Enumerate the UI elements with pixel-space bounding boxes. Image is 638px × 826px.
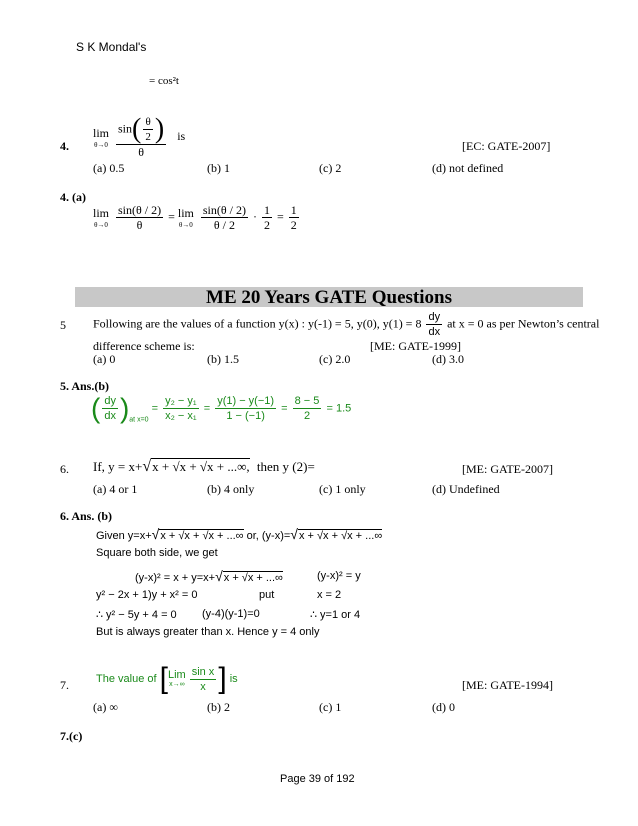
q4-answer-label: 4. (a) [60,190,86,204]
q5-option-b: (b) 1.5 [207,352,239,366]
section-title: ME 20 Years GATE Questions [75,287,583,307]
q6-solution-line5-right: ∴ y=1 or 4 [310,609,361,621]
q5-option-c: (c) 2.0 [319,352,351,366]
question-5-source: [ME: GATE-1999] [370,339,461,353]
q6-solution-line3: (y-x)² = x + y=x+√x + √x + ...∞ [135,568,283,584]
question-5-line1: Following are the values of a function y(x) : y(-1) = 5, y(0), y(1) = 8 $\frac{dy}{dx}$ at x = 0 as per Newton’s central [93,311,600,338]
q6-solution-line5: ∴ y² − 5y + 4 = 0 [96,609,177,621]
q6-option-d: (d) Undefined [432,482,500,496]
q6-solution-line2: Square both side, we get [96,547,218,559]
q6-solution-line3-right: (y-x)² = y [317,570,361,582]
question-6-text: If, y = x+√x + √x + √x + ...∞, then y (2)= [93,458,315,475]
q4-solution: lim θ→0 $\frac{\sin(\theta / 2)}{\theta}$ = lim θ→0 $\frac{\sin(\theta / 2)}{\theta / 2}$ · $\frac{1}{2}$ = $\frac{1}{2}$ [93,203,297,232]
previous-result: = cos²t [149,75,179,87]
q4-option-d: (d) not defined [432,161,504,175]
q7-answer-label: 7.(c) [60,729,83,743]
q6-solution-line1: Given y=x+√x + √x + √x + ...∞ or, (y-x)=√x + √x + √x + ...∞ [96,526,383,542]
q4-option-c: (c) 2 [319,161,342,175]
question-7-text: The value of [ Lim x→∞ $\frac{\text{sin x}}{x}$ ] is [96,662,238,695]
question-4-expression: lim θ→0 sin( $\frac{\theta}{2}$ ) θ is [93,113,186,159]
q7-option-c: (c) 1 [319,700,342,714]
q7-option-a: (a) ∞ [93,700,118,714]
question-4-number: 4. [60,139,69,153]
q6-option-b: (b) 4 only [207,482,255,496]
q6-solution-line5-mid: (y-4)(y-1)=0 [202,608,260,620]
q4-option-b: (b) 1 [207,161,230,175]
q6-solution-line4-value: x = 2 [317,589,342,601]
q5-option-d: (d) 3.0 [432,352,464,366]
question-7-source: [ME: GATE-1994] [462,678,553,692]
q7-option-d: (d) 0 [432,700,455,714]
q6-solution-line4: y² − 2x + 1)y + x² = 0 [96,589,198,601]
header-author: S K Mondal's [76,40,147,54]
lim-word: lim [93,125,110,140]
q6-option-a: (a) 4 or 1 [93,482,138,496]
q4-option-a: (a) 0.5 [93,161,125,175]
q6-option-c: (c) 1 only [319,482,366,496]
q5-option-a: (a) 0 [93,352,116,366]
q5-answer-label: 5. Ans.(b) [60,379,110,393]
q6-solution-line6: But is always greater than x. Hence y = 4 only [96,626,320,638]
page-number: Page 39 of 192 [280,773,355,785]
question-6-source: [ME: GATE-2007] [462,462,553,476]
q5-solution: ( $\frac{dy}{dx}$ )$_{at x=0}$ = $\frac{\text{y₂ − y₁}}{\text{x₂ − x₁}}$ = $\frac{y(1) - y(-1)}{1 - (-1)}$ = $\frac{8 - 5}{2}$ = 1.5 [91,392,352,424]
question-4-source: [EC: GATE-2007] [462,139,551,153]
question-5-number: 5 [60,318,66,332]
question-5-line2: difference scheme is: [93,339,195,353]
is-text: is [177,128,186,143]
q7-option-b: (b) 2 [207,700,230,714]
question-6-number: 6. [60,462,69,476]
lim-subscript: θ→0 [94,140,108,149]
q6-solution-line4-put: put [259,589,275,601]
question-7-number: 7. [60,678,69,692]
q6-answer-label: 6. Ans. (b) [60,509,113,523]
